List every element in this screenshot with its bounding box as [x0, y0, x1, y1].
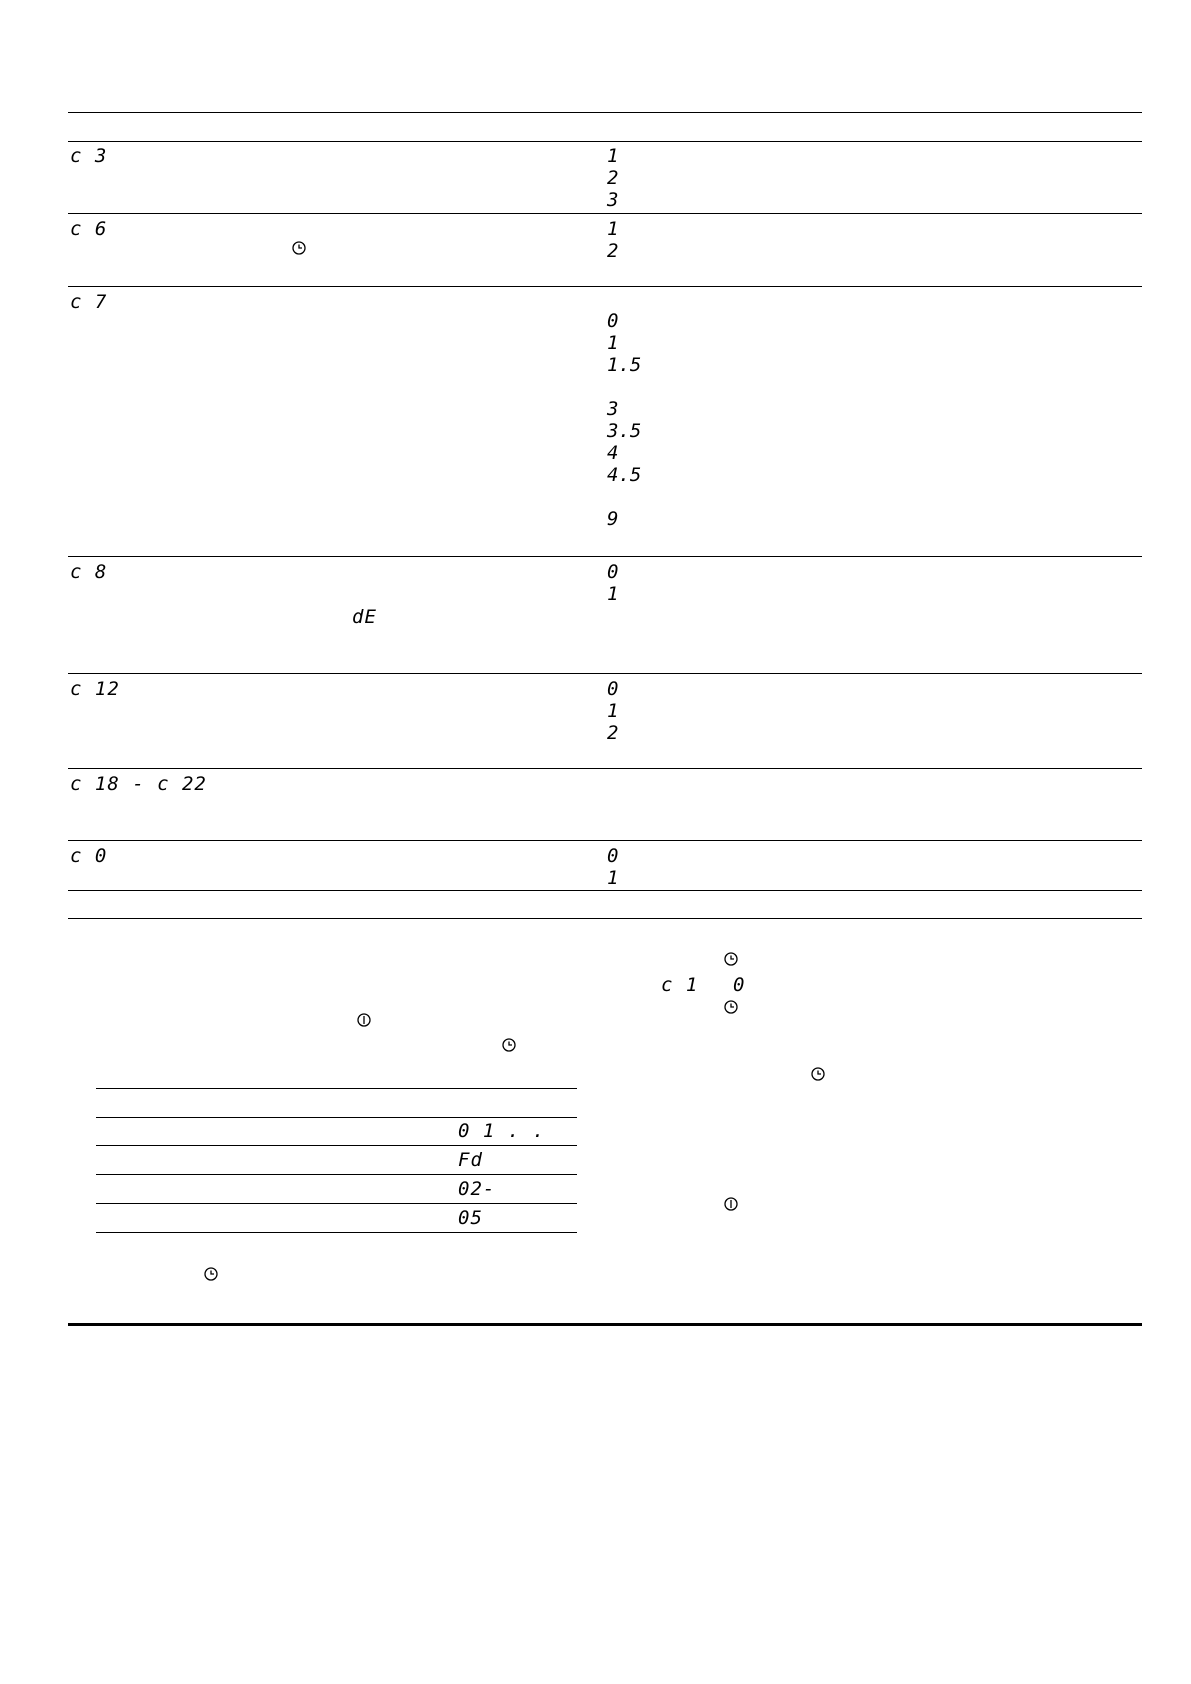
- setting-value: 4: [607, 442, 619, 464]
- row-divider: [68, 840, 1142, 841]
- setting-value: 1: [607, 700, 619, 722]
- setting-value: 0: [607, 678, 619, 700]
- setting-value: 1: [607, 332, 619, 354]
- clock-icon: [724, 952, 738, 966]
- clock-icon: [811, 1067, 825, 1081]
- setting-value: 0: [733, 974, 746, 996]
- row-divider: [68, 768, 1142, 769]
- setting-code: c 3: [70, 145, 108, 167]
- row-divider: [68, 673, 1142, 674]
- row-divider: [68, 286, 1142, 287]
- power-icon: [724, 1197, 738, 1211]
- power-icon: [357, 1013, 371, 1027]
- row-divider: [68, 556, 1142, 557]
- setting-code: c 18 - c 22: [70, 773, 207, 795]
- display-value: 0 1 . .: [458, 1120, 546, 1142]
- display-table-top-rule: [96, 1088, 577, 1089]
- setting-value: 3.5: [607, 420, 642, 442]
- setting-value: 2: [607, 240, 619, 262]
- setting-code: c 8: [70, 561, 108, 583]
- table-top-rule: [68, 112, 1142, 113]
- setting-value: 0: [607, 561, 619, 583]
- clock-icon: [292, 241, 306, 255]
- display-symbol: dE: [352, 606, 377, 628]
- setting-code: c 1: [661, 974, 699, 996]
- setting-value: 3: [607, 398, 619, 420]
- setting-value: 2: [607, 722, 619, 744]
- row-divider: [96, 1145, 577, 1146]
- table-header-rule: [68, 141, 1142, 142]
- setting-code: c 7: [70, 291, 108, 313]
- row-divider: [96, 1203, 577, 1204]
- row-divider: [68, 890, 1142, 891]
- setting-value: 9: [607, 508, 619, 530]
- clock-icon: [724, 1000, 738, 1014]
- setting-code: c 6: [70, 218, 108, 240]
- clock-icon: [502, 1038, 516, 1052]
- setting-value: 1: [607, 867, 619, 889]
- setting-value: 0: [607, 845, 619, 867]
- display-value: Fd: [458, 1149, 483, 1171]
- setting-value: 0: [607, 310, 619, 332]
- display-table-header-rule: [96, 1117, 577, 1118]
- setting-value: 2: [607, 167, 619, 189]
- row-divider: [68, 213, 1142, 214]
- setting-code: c 0: [70, 845, 108, 867]
- setting-value: 4.5: [607, 464, 642, 486]
- setting-value: 1: [607, 218, 619, 240]
- setting-value: 1.5: [607, 354, 642, 376]
- clock-icon: [204, 1267, 218, 1281]
- setting-code: c 12: [70, 678, 120, 700]
- setting-value: 3: [607, 189, 619, 211]
- display-value: 02-: [458, 1178, 496, 1200]
- table-bottom-rule: [68, 918, 1142, 919]
- page-bottom-rule: [68, 1323, 1142, 1326]
- setting-value: 1: [607, 145, 619, 167]
- display-value: 05: [458, 1207, 483, 1229]
- setting-value: 1: [607, 583, 619, 605]
- row-divider: [96, 1174, 577, 1175]
- display-table-bottom-rule: [96, 1232, 577, 1233]
